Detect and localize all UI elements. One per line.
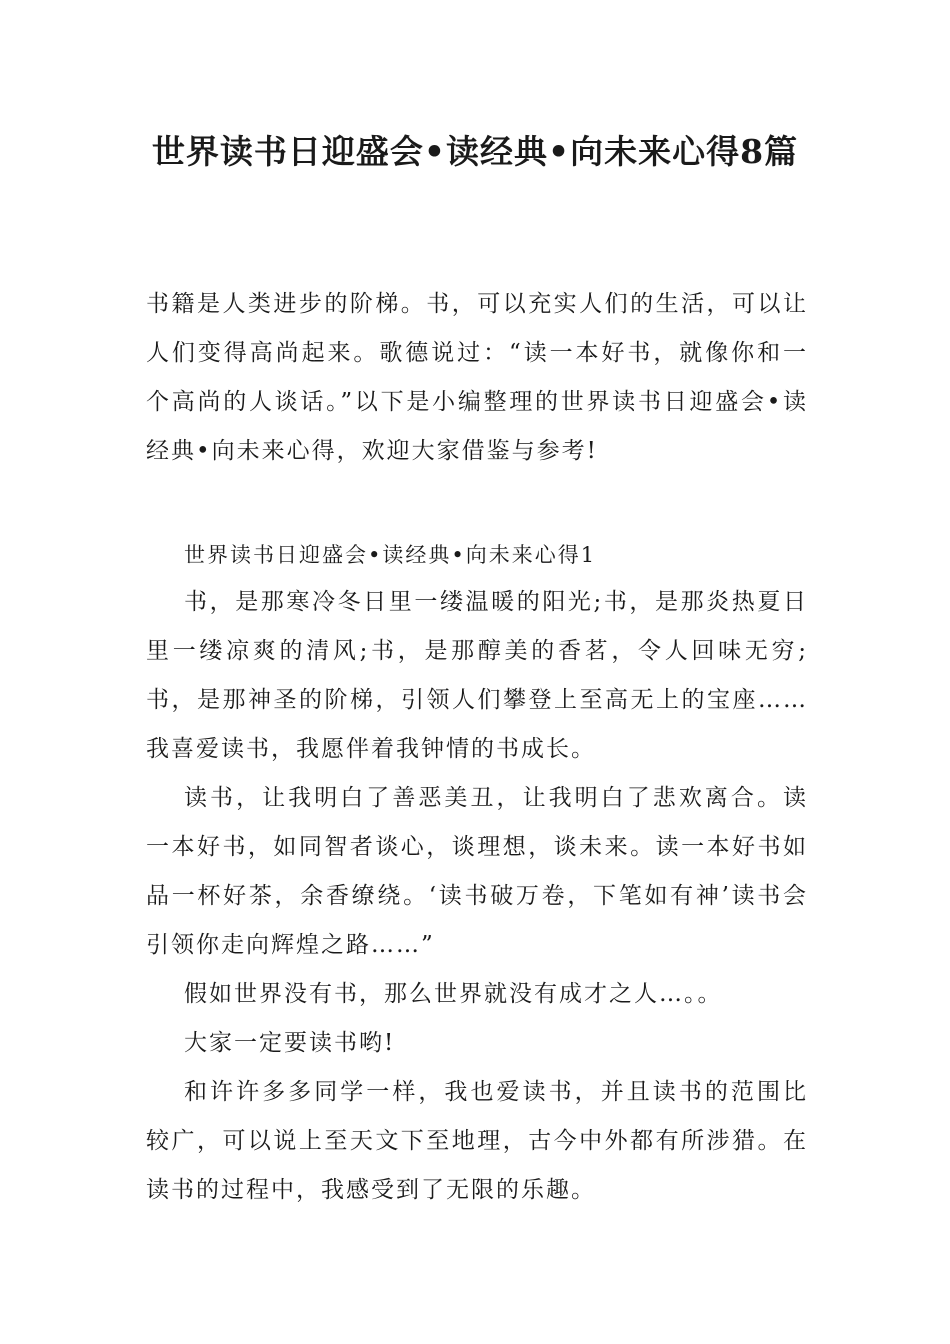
body-paragraph: 书，是那寒冷冬日里一缕温暖的阳光;书，是那炎热夏日里一缕凉爽的清风;书，是那醇美的香茗，令人回味无穷;书，是那神圣的阶梯，引领人们攀登上至高无上的宝座……我喜爱读书，我愿伴着我钟情的书成长。 <box>146 589 808 762</box>
body-paragraph: 假如世界没有书，那么世界就没有成才之人…。。 <box>184 981 723 1007</box>
document-title: 世界读书日迎盛会•读经典•向未来心得8篇 <box>151 132 799 171</box>
intro-paragraph: 书籍是人类进步的阶梯。书，可以充实人们的生活，可以让人们变得高尚起来。歌德说过：“读一本好书，就像你和一个高尚的人谈话。”以下是小编整理的世界读书日迎盛会•读经典•向未来心得，欢迎大家借鉴与参考! <box>146 291 808 464</box>
document-body <box>146 280 808 1215</box>
body-paragraph: 读书，让我明白了善恶美丑，让我明白了悲欢离合。读一本好书，如同智者谈心，谈理想，谈未来。读一本好书如品一杯好茶，余香缭绕。‘读书破万卷，下笔如有神’读书会引领你走向辉煌之路……” <box>146 785 808 958</box>
section-heading: 世界读书日迎盛会•读经典•向未来心得1 <box>184 543 597 567</box>
body-paragraph: 大家一定要读书哟! <box>184 1030 396 1056</box>
body-paragraph: 和许许多多同学一样，我也爱读书，并且读书的范围比较广，可以说上至天文下至地理，古今中外都有所涉猎。在读书的过程中，我感受到了无限的乐趣。 <box>146 1079 808 1203</box>
